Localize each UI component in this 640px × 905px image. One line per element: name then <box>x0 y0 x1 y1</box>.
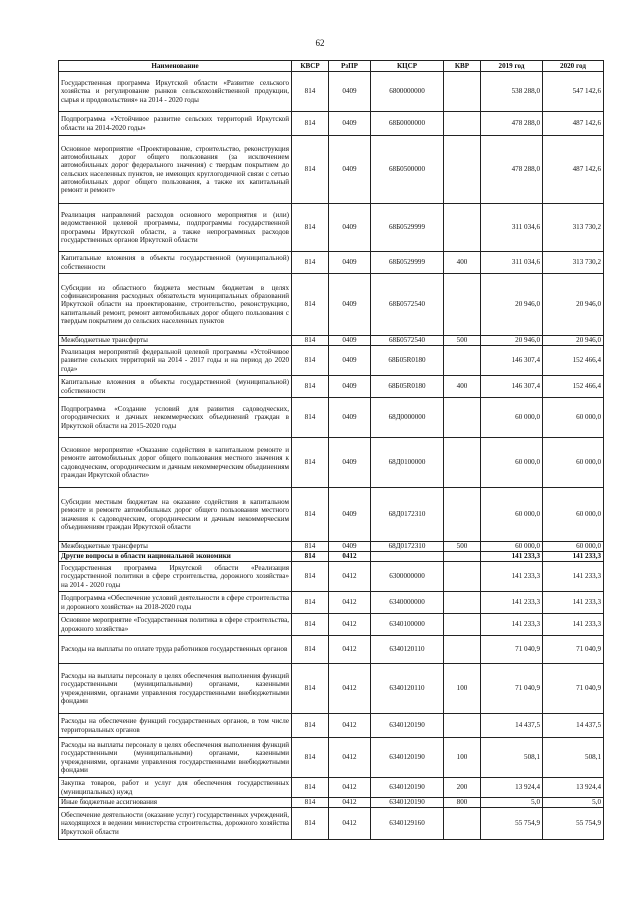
cell-rzpr: 0409 <box>329 72 371 112</box>
cell-2020: 313 730,2 <box>543 204 604 252</box>
table-row <box>59 112 604 136</box>
table-row <box>59 798 604 808</box>
cell-kvr <box>444 346 481 376</box>
cell-2020: 508,1 <box>543 738 604 778</box>
cell-2019: 141 233,3 <box>481 592 543 614</box>
cell-2019: 71 040,9 <box>481 636 543 664</box>
cell-kvsr: 814 <box>292 274 329 336</box>
cell-name: Расходы на выплаты персоналу в целях обеспечения выполнения функций государственными (муниципальными) органами, казенными учреждениями, органами управления государственными внебюджетными фондами <box>59 738 292 778</box>
cell-2019: 71 040,9 <box>481 664 543 714</box>
cell-kvr <box>444 274 481 336</box>
table-row <box>59 72 604 112</box>
table-row <box>59 738 604 778</box>
cell-kcsr: 6340120190 <box>371 714 444 738</box>
cell-kvsr: 814 <box>292 636 329 664</box>
cell-kvsr: 814 <box>292 798 329 808</box>
cell-rzpr: 0412 <box>329 636 371 664</box>
cell-kvsr: 814 <box>292 592 329 614</box>
cell-2020: 141 233,3 <box>543 552 604 562</box>
cell-2020: 141 233,3 <box>543 562 604 592</box>
table-row <box>59 636 604 664</box>
cell-rzpr: 0409 <box>329 136 371 204</box>
cell-rzpr: 0409 <box>329 438 371 488</box>
cell-kvr <box>444 552 481 562</box>
cell-2020: 152 466,4 <box>543 346 604 376</box>
table-row <box>59 664 604 714</box>
cell-kcsr: 6340120190 <box>371 738 444 778</box>
cell-2020: 14 437,5 <box>543 714 604 738</box>
cell-rzpr: 0409 <box>329 336 371 346</box>
cell-kcsr: 6300000000 <box>371 562 444 592</box>
cell-kvsr: 814 <box>292 552 329 562</box>
cell-kcsr: 68Б0572540 <box>371 274 444 336</box>
cell-kvsr: 814 <box>292 778 329 798</box>
table-row <box>59 542 604 552</box>
cell-2020: 60 000,0 <box>543 398 604 438</box>
cell-kvr: 200 <box>444 778 481 798</box>
cell-2019: 141 233,3 <box>481 562 543 592</box>
cell-kvr: 100 <box>444 664 481 714</box>
cell-2020: 20 946,0 <box>543 274 604 336</box>
cell-kvsr: 814 <box>292 336 329 346</box>
cell-rzpr: 0412 <box>329 738 371 778</box>
cell-kvr <box>444 714 481 738</box>
cell-name: Государственная программа Иркутской области «Развитие сельского хозяйства и регулирование рынков сельскохозяйственной продукции, сырья и продовольствия» на 2014 - 2020 годы <box>59 72 292 112</box>
column-header-kcsr: КЦСР <box>371 61 444 72</box>
table-row <box>59 274 604 336</box>
cell-kcsr: 68Б0529999 <box>371 252 444 274</box>
cell-2019: 60 000,0 <box>481 488 543 542</box>
cell-kvr <box>444 808 481 840</box>
cell-2020: 13 924,4 <box>543 778 604 798</box>
table-row <box>59 252 604 274</box>
cell-kcsr: 6340120110 <box>371 636 444 664</box>
cell-name: Государственная программа Иркутской области «Реализация государственной политики в сфере строительства, дорожного хозяйства» на 2014 - 2020 годы <box>59 562 292 592</box>
cell-2019: 478 288,0 <box>481 112 543 136</box>
cell-2019: 5,0 <box>481 798 543 808</box>
cell-kcsr: 68Б0572540 <box>371 336 444 346</box>
cell-rzpr: 0412 <box>329 552 371 562</box>
cell-kvr <box>444 112 481 136</box>
cell-name: Подпрограмма «Создание условий для развития садоводческих, огороднических и дачных некоммерческих объединений граждан в Иркутской области на 2015-2020 годы <box>59 398 292 438</box>
cell-2019: 538 288,0 <box>481 72 543 112</box>
cell-kcsr: 6340120110 <box>371 664 444 714</box>
cell-kvr: 400 <box>444 376 481 398</box>
cell-2020: 5,0 <box>543 798 604 808</box>
cell-kvsr: 814 <box>292 738 329 778</box>
cell-name: Расходы на выплаты по оплате труда работников государственных органов <box>59 636 292 664</box>
cell-rzpr: 0412 <box>329 778 371 798</box>
cell-rzpr: 0409 <box>329 542 371 552</box>
cell-2019: 478 288,0 <box>481 136 543 204</box>
cell-rzpr: 0412 <box>329 562 371 592</box>
column-header-name: Наименование <box>59 61 292 72</box>
cell-rzpr: 0409 <box>329 398 371 438</box>
cell-kcsr: 6340120190 <box>371 778 444 798</box>
cell-name: Расходы на выплаты персоналу в целях обеспечения выполнения функций государственными (муниципальными) органами, казенными учреждениями, органами управления государственными внебюджетными фондами <box>59 664 292 714</box>
cell-2020: 60 000,0 <box>543 488 604 542</box>
cell-kcsr: 6340100000 <box>371 614 444 636</box>
cell-rzpr: 0412 <box>329 664 371 714</box>
cell-name: Реализация направлений расходов основного мероприятия и (или) ведомственной целевой программы, подпрограммы государственной программы Иркутской области, а также непрограммных расходов государственных органов Иркутской области <box>59 204 292 252</box>
cell-name: Иные бюджетные ассигнования <box>59 798 292 808</box>
cell-kcsr: 68Д0100000 <box>371 438 444 488</box>
cell-name: Подпрограмма «Устойчивое развитие сельских территорий Иркутской области на 2014-2020 годы» <box>59 112 292 136</box>
cell-name: Закупка товаров, работ и услуг для обеспечения государственных (муниципальных) нужд <box>59 778 292 798</box>
cell-kvr <box>444 592 481 614</box>
table-body <box>59 72 604 840</box>
table-header-row <box>59 61 604 72</box>
cell-2019: 55 754,9 <box>481 808 543 840</box>
cell-2020: 71 040,9 <box>543 664 604 714</box>
cell-name: Межбюджетные трансферты <box>59 542 292 552</box>
cell-2019: 20 946,0 <box>481 336 543 346</box>
column-header-rzpr: РзПР <box>329 61 371 72</box>
page-number: 62 <box>315 38 325 48</box>
cell-kvsr: 814 <box>292 808 329 840</box>
cell-rzpr: 0412 <box>329 614 371 636</box>
cell-2020: 141 233,3 <box>543 592 604 614</box>
cell-kvr <box>444 204 481 252</box>
cell-kvsr: 814 <box>292 72 329 112</box>
table-row <box>59 438 604 488</box>
cell-kvr <box>444 136 481 204</box>
cell-name: Межбюджетные трансферты <box>59 336 292 346</box>
cell-2019: 508,1 <box>481 738 543 778</box>
cell-name: Капитальные вложения в объекты государственной (муниципальной) собственности <box>59 252 292 274</box>
cell-kcsr: 6340129160 <box>371 808 444 840</box>
cell-2019: 146 307,4 <box>481 376 543 398</box>
table-row <box>59 136 604 204</box>
cell-2019: 14 437,5 <box>481 714 543 738</box>
column-header-2019: 2019 год <box>481 61 543 72</box>
cell-kvr: 800 <box>444 798 481 808</box>
cell-2019: 146 307,4 <box>481 346 543 376</box>
cell-kcsr: 68Д0172310 <box>371 488 444 542</box>
table-row <box>59 592 604 614</box>
cell-name: Субсидии местным бюджетам на оказание содействия в капитальном ремонте и ремонте автомобильных дорог общего пользования местного значения к садоводческим, огородническим и дачным некоммерческим объединениям граждан Иркутской области <box>59 488 292 542</box>
table-row <box>59 204 604 252</box>
cell-2020: 55 754,9 <box>543 808 604 840</box>
cell-rzpr: 0412 <box>329 808 371 840</box>
cell-kvsr: 814 <box>292 614 329 636</box>
cell-name: Другие вопросы в области национальной экономики <box>59 552 292 562</box>
cell-kvr: 400 <box>444 252 481 274</box>
cell-2019: 141 233,3 <box>481 614 543 636</box>
cell-2020: 547 142,6 <box>543 72 604 112</box>
cell-rzpr: 0409 <box>329 112 371 136</box>
cell-kcsr: 68Д0172310 <box>371 542 444 552</box>
cell-kvsr: 814 <box>292 664 329 714</box>
cell-kvr: 500 <box>444 542 481 552</box>
cell-name: Основное мероприятие «Государственная политика в сфере строительства, дорожного хозяйства» <box>59 614 292 636</box>
cell-kcsr <box>371 552 444 562</box>
cell-rzpr: 0409 <box>329 488 371 542</box>
cell-rzpr: 0409 <box>329 376 371 398</box>
table-row <box>59 336 604 346</box>
cell-name: Капитальные вложения в объекты государственной (муниципальной) собственности <box>59 376 292 398</box>
cell-kcsr: 68Б0529999 <box>371 204 444 252</box>
table-row <box>59 778 604 798</box>
cell-kvsr: 814 <box>292 112 329 136</box>
cell-kvsr: 814 <box>292 488 329 542</box>
table-row <box>59 398 604 438</box>
cell-rzpr: 0409 <box>329 204 371 252</box>
cell-kcsr: 6340120190 <box>371 798 444 808</box>
cell-2019: 60 000,0 <box>481 398 543 438</box>
column-header-2020: 2020 год <box>543 61 604 72</box>
cell-name: Субсидии из областного бюджета местным бюджетам в целях софинансирования расходных обязательств муниципальных образований Иркутской области на проектирование, строительство, реконструкцию, капитальный ремонт, ремонт автомобильных дорог общего пользования с твердым покрытием до сельских населенных пунктов <box>59 274 292 336</box>
cell-kvsr: 814 <box>292 252 329 274</box>
cell-name: Подпрограмма «Обеспечение условий деятельности в сфере строительства и дорожного хозяйства» на 2018-2020 годы <box>59 592 292 614</box>
table-row <box>59 808 604 840</box>
cell-2019: 60 000,0 <box>481 438 543 488</box>
cell-2019: 311 034,6 <box>481 204 543 252</box>
cell-name: Обеспечение деятельности (оказание услуг) государственных учреждений, находящихся в ведении министерства строительства, дорожного хозяйства Иркутской области <box>59 808 292 840</box>
cell-kvsr: 814 <box>292 438 329 488</box>
table-row <box>59 552 604 562</box>
cell-rzpr: 0409 <box>329 274 371 336</box>
cell-rzpr: 0409 <box>329 346 371 376</box>
cell-2020: 487 142,6 <box>543 112 604 136</box>
cell-kvr <box>444 488 481 542</box>
cell-rzpr: 0412 <box>329 714 371 738</box>
cell-kcsr: 68Б0000000 <box>371 112 444 136</box>
cell-2020: 313 730,2 <box>543 252 604 274</box>
cell-kcsr: 68Б05R0180 <box>371 346 444 376</box>
cell-2019: 141 233,3 <box>481 552 543 562</box>
table-row <box>59 614 604 636</box>
cell-kvr: 100 <box>444 738 481 778</box>
cell-rzpr: 0412 <box>329 798 371 808</box>
column-header-kvr: КВР <box>444 61 481 72</box>
cell-2020: 60 000,0 <box>543 542 604 552</box>
table-row <box>59 488 604 542</box>
cell-kvr: 500 <box>444 336 481 346</box>
cell-2019: 60 000,0 <box>481 542 543 552</box>
budget-table <box>58 60 604 840</box>
cell-kvr <box>444 72 481 112</box>
cell-kcsr: 68Б0500000 <box>371 136 444 204</box>
cell-kcsr: 68Д0000000 <box>371 398 444 438</box>
cell-kvr <box>444 438 481 488</box>
cell-2019: 13 924,4 <box>481 778 543 798</box>
cell-rzpr: 0412 <box>329 592 371 614</box>
cell-kvr <box>444 636 481 664</box>
table-row <box>59 346 604 376</box>
cell-kvsr: 814 <box>292 398 329 438</box>
cell-kcsr: 68Б05R0180 <box>371 376 444 398</box>
cell-2020: 20 946,0 <box>543 336 604 346</box>
cell-kvsr: 814 <box>292 714 329 738</box>
cell-2020: 60 000,0 <box>543 438 604 488</box>
column-header-kvsr: КВСР <box>292 61 329 72</box>
cell-name: Основное мероприятие «Проектирование, строительство, реконструкция автомобильных дорог общего пользования (за исключением автомобильных дорог федерального значения) с твердым покрытием до сельских населенных пунктов, не имеющих круглогодичной связи с сетью автомобильных дорог общего пользования, а также их капитальный ремонт и ремонт» <box>59 136 292 204</box>
cell-kvsr: 814 <box>292 542 329 552</box>
cell-name: Основное мероприятие «Оказание содействия в капитальном ремонте и ремонте автомобильных дорог общего пользования местного значения к садоводческим, огородническим и дачным некоммерческим объединениям граждан Иркутской области» <box>59 438 292 488</box>
table-row <box>59 714 604 738</box>
cell-kvsr: 814 <box>292 376 329 398</box>
cell-2020: 71 040,9 <box>543 636 604 664</box>
cell-kvsr: 814 <box>292 346 329 376</box>
cell-rzpr: 0409 <box>329 252 371 274</box>
cell-kvr <box>444 398 481 438</box>
cell-2020: 141 233,3 <box>543 614 604 636</box>
cell-kvr <box>444 614 481 636</box>
cell-kvsr: 814 <box>292 136 329 204</box>
cell-kvsr: 814 <box>292 562 329 592</box>
cell-kvr <box>444 562 481 592</box>
table-row <box>59 376 604 398</box>
cell-2019: 311 034,6 <box>481 252 543 274</box>
cell-kcsr: 6800000000 <box>371 72 444 112</box>
cell-2019: 20 946,0 <box>481 274 543 336</box>
cell-2020: 152 466,4 <box>543 376 604 398</box>
cell-2020: 487 142,6 <box>543 136 604 204</box>
cell-kvsr: 814 <box>292 204 329 252</box>
cell-name: Расходы на обеспечение функций государственных органов, в том числе территориальных органов <box>59 714 292 738</box>
cell-kcsr: 6340000000 <box>371 592 444 614</box>
table-row <box>59 562 604 592</box>
cell-name: Реализация мероприятий федеральной целевой программы «Устойчивое развитие сельских территорий на 2014 - 2017 годы и на период до 2020 года» <box>59 346 292 376</box>
